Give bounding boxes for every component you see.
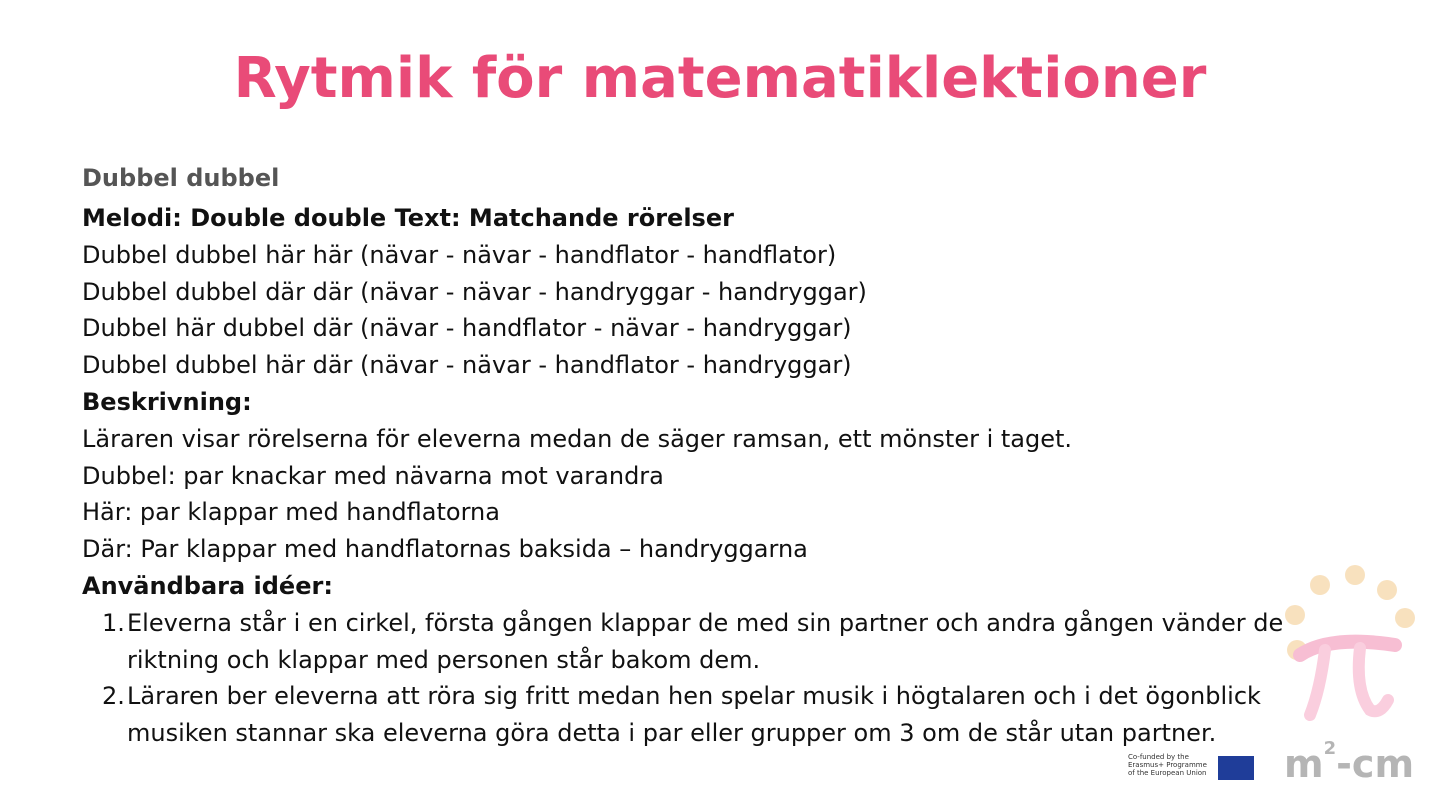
slide-content bbox=[82, 160, 1362, 752]
logo-part: m bbox=[1284, 742, 1324, 786]
idea-text-line: Eleverna står i en cirkel, första gången klappar de med sin partner och andra gången vänder de bbox=[127, 608, 1284, 637]
idea-item bbox=[82, 605, 1362, 679]
eu-flag-icon bbox=[1218, 756, 1254, 780]
subheading: Dubbel dubbel bbox=[82, 164, 280, 192]
slide-title: Rytmik för matematiklektioner bbox=[233, 46, 1207, 111]
verse-line: Dubbel dubbel här här (nävar - nävar - handflator - handflator) bbox=[82, 240, 837, 269]
verse-line: Dubbel dubbel här där (nävar - nävar - handflator - handryggar) bbox=[82, 351, 852, 380]
description-line: Läraren visar rörelserna för eleverna medan de säger ramsan, ett mönster i taget. bbox=[82, 424, 1073, 453]
eu-text-line: Erasmus+ Programme bbox=[1128, 761, 1207, 769]
description-line: Här: par klappar med handflatorna bbox=[82, 498, 500, 527]
melody-line: Melodi: Double double Text: Matchande rörelser bbox=[82, 204, 734, 232]
idea-number: 2. bbox=[102, 682, 125, 711]
verse-line: Dubbel här dubbel där (nävar - handflator - nävar - handryggar) bbox=[82, 314, 852, 343]
logo-superscript: 2 bbox=[1323, 738, 1337, 759]
ideas-heading: Användbara idéer: bbox=[82, 571, 333, 600]
description-heading: Beskrivning: bbox=[82, 387, 252, 416]
idea-text-line: Läraren ber eleverna att röra sig fritt medan hen spelar musik i högtalaren och i det ögonblick bbox=[127, 682, 1261, 711]
verse-line: Dubbel dubbel där där (nävar - nävar - handryggar - handryggar) bbox=[82, 277, 867, 306]
description-line: Dubbel: par knackar med nävarna mot varandra bbox=[82, 461, 664, 490]
eu-text-line: of the European Union bbox=[1128, 769, 1207, 777]
idea-item bbox=[82, 678, 1362, 752]
logo-part: -cm bbox=[1336, 742, 1415, 786]
idea-number: 1. bbox=[102, 608, 125, 637]
eu-text-line: Co-funded by the bbox=[1128, 753, 1189, 761]
idea-text-line: musiken stannar ska eleverna göra detta i par eller grupper om 3 om de står utan partner. bbox=[127, 719, 1217, 748]
description-line: Där: Par klappar med handflatornas baksida – handryggarna bbox=[82, 535, 808, 564]
m2cm-logo bbox=[1284, 738, 1415, 786]
pi-music-watermark-icon bbox=[1270, 560, 1420, 730]
idea-text-line: riktning och klappar med personen står bakom dem. bbox=[127, 645, 761, 674]
ideas-list bbox=[82, 605, 1362, 752]
